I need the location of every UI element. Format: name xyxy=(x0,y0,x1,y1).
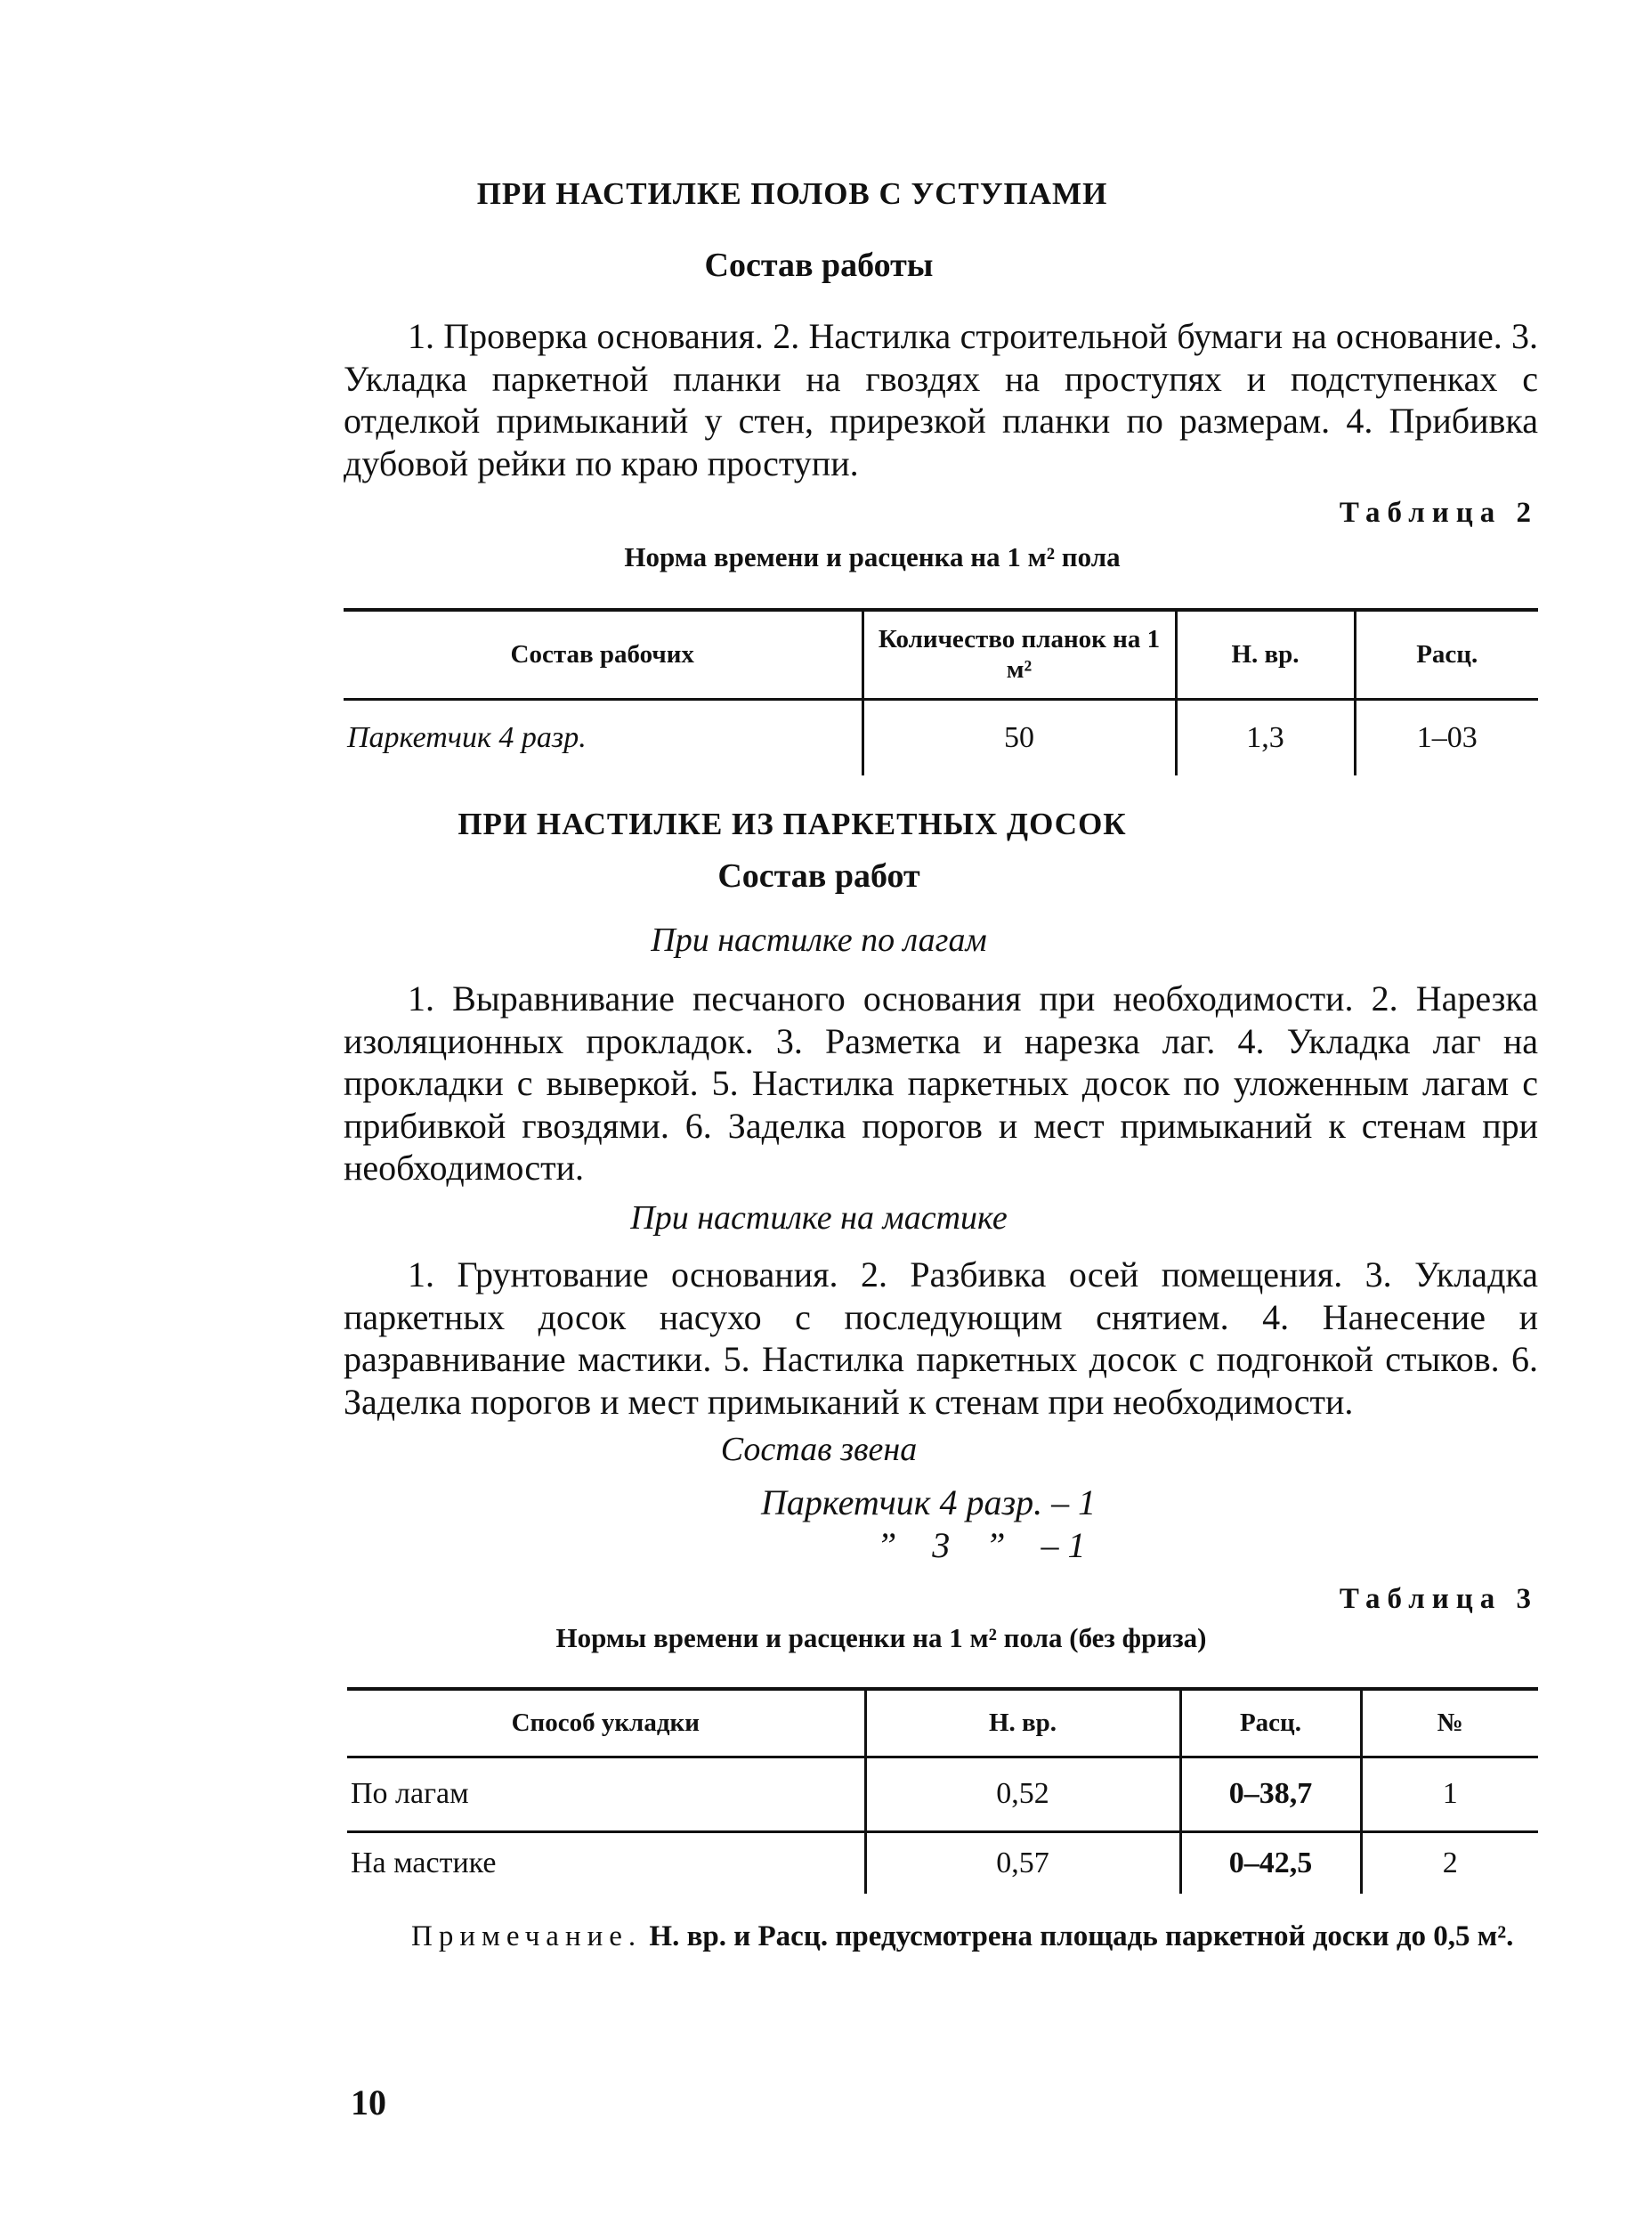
table2-cell-worker: Паркетчик 4 разр. xyxy=(347,720,587,754)
section-subheading-works: Состав работ xyxy=(717,857,920,895)
table2-header-workers: Состав рабочих xyxy=(344,610,862,699)
table3-header-method: Способ укладки xyxy=(347,1689,865,1757)
table3-cell-number: 2 xyxy=(1361,1831,1538,1894)
table2-caption: Норма времени и расценка на 1 м² пола xyxy=(624,541,1121,572)
table3-caption: Нормы времени и расценки на 1 м² пола (без фриза) xyxy=(555,1622,1207,1653)
table3-cell-rate: 0–38,7 xyxy=(1180,1757,1361,1831)
table3-label: Таблица 3 xyxy=(1339,1583,1538,1615)
crew-line-1: Паркетчик 4 разр. – 1 xyxy=(761,1482,1097,1522)
table2-cell-rate: 1–03 xyxy=(1355,699,1538,775)
table3-cell-rate: 0–42,5 xyxy=(1180,1831,1361,1894)
table2-header-row xyxy=(344,610,1538,699)
table2-header-norm: Н. вр. xyxy=(1176,610,1355,699)
table-row xyxy=(347,1757,1538,1831)
page-number: 10 xyxy=(351,2082,386,2122)
table2-label: Таблица 2 xyxy=(1339,497,1538,529)
table3-cell-method: По лагам xyxy=(351,1777,469,1810)
table-note xyxy=(347,1916,1538,1957)
table3-cell-method: На мастике xyxy=(351,1846,497,1879)
table2-cell-planks: 50 xyxy=(862,699,1176,775)
crew-line-2: ” 3 ” – 1 xyxy=(877,1525,1086,1565)
section-subheading-work: Состав работы xyxy=(704,247,934,284)
table2-header-rate: Расц. xyxy=(1355,610,1538,699)
table2-header-planks: Количество планок на 1 м² xyxy=(862,610,1176,699)
table2-cell-norm: 1,3 xyxy=(1176,699,1355,775)
paragraph-work-steps: 1. Проверка основания. 2. Настилка строительной бумаги на основание. 3. Укладка паркетной планки на гвоздях на проступях и подступенках с отделкой примыканий у стен, прирезкой планки по размерам. 4. Прибивка дубовой рейки по краю проступи. xyxy=(344,316,1538,483)
subsection-crew: Состав звена xyxy=(720,1431,918,1468)
table3-header-rate: Расц. xyxy=(1180,1689,1361,1757)
note-label: Примечание. xyxy=(411,1920,643,1952)
table3 xyxy=(347,1687,1538,1894)
table-row xyxy=(344,699,1538,775)
table2 xyxy=(344,608,1538,775)
table3-header-row xyxy=(347,1689,1538,1757)
paragraph-mastic: 1. Грунтование основания. 2. Разбивка осей помещения. 3. Укладка паркетных досок насухо с последующим снятием. 4. Нанесение и разравнивание мастики. 5. Настилка паркетных досок с подгонкой стыков. 6. Заделка порогов и мест примыканий к стенам при необходимости. xyxy=(344,1254,1538,1422)
table3-cell-number: 1 xyxy=(1361,1757,1538,1831)
section-heading-boards: ПРИ НАСТИЛКЕ ИЗ ПАРКЕТНЫХ ДОСОК xyxy=(458,807,1127,841)
paragraph-joists: 1. Выравнивание песчаного основания при необходимости. 2. Нарезка изоляционных прокладок. 3. Разметка и нарезка лаг. 4. Укладка лаг на прокладки с выверкой. 5. Настилка паркетных досок по уложенным лагам с прибивкой гвоздями. 6. Заделка порогов и мест примыканий к стенам при необходимости. xyxy=(344,978,1538,1188)
table3-header-number: № xyxy=(1361,1689,1538,1757)
section-heading-steps: ПРИ НАСТИЛКЕ ПОЛОВ С УСТУПАМИ xyxy=(476,176,1108,211)
table-row xyxy=(347,1831,1538,1894)
subsection-joists: При настилке по лагам xyxy=(651,921,987,959)
table3-cell-norm: 0,57 xyxy=(865,1831,1180,1894)
note-text: Н. вр. и Расц. предусмотрена площадь паркетной доски до 0,5 м². xyxy=(649,1920,1514,1952)
subsection-mastic: При настилке на мастике xyxy=(630,1199,1008,1237)
table3-cell-norm: 0,52 xyxy=(865,1757,1180,1831)
table3-header-norm: Н. вр. xyxy=(865,1689,1180,1757)
